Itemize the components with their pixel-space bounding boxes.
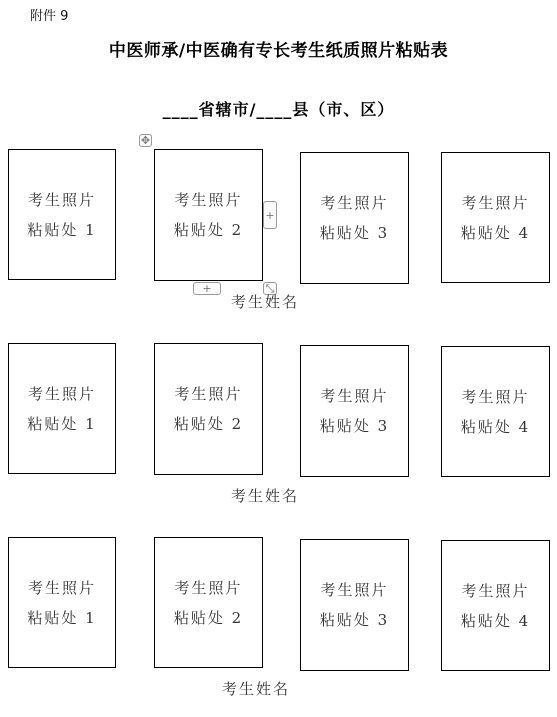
candidate-name-label: 考生姓名: [222, 680, 291, 698]
photo-paste-box[interactable]: [441, 346, 550, 477]
photo-box-line2: 粘贴处 1: [27, 414, 97, 433]
candidate-name-label: 考生姓名: [231, 487, 300, 505]
photo-box-line2: 粘贴处 4: [460, 417, 531, 436]
photo-box-line2: 粘贴处 1: [27, 608, 97, 627]
photo-paste-box[interactable]: [300, 152, 409, 284]
photo-paste-box[interactable]: [8, 149, 116, 280]
photo-box-line2: 粘贴处 2: [173, 415, 244, 433]
photo-box-line1: 考生照片: [174, 191, 243, 209]
photo-box-line2: 粘贴处 1: [27, 220, 97, 239]
insert-row-glyph: +: [202, 282, 212, 295]
photo-box-line2: 粘贴处 4: [460, 611, 531, 630]
page-title: 中医师承/中医确有专长考生纸质照片粘贴表: [108, 41, 449, 61]
insert-column-glyph: +: [265, 208, 275, 222]
photo-box-line1: 考生照片: [174, 385, 243, 403]
photo-box-line2: 粘贴处 3: [319, 224, 390, 242]
photo-paste-box[interactable]: [154, 149, 263, 281]
photo-box-line1: 考生照片: [320, 581, 389, 599]
photo-box-line2: 粘贴处 3: [319, 611, 390, 629]
photo-paste-box[interactable]: [154, 343, 263, 475]
insert-row-icon[interactable]: [193, 282, 221, 295]
photo-box-line1: 考生照片: [461, 193, 530, 212]
photo-paste-box[interactable]: [441, 152, 550, 283]
photo-box-line2: 粘贴处 4: [460, 223, 531, 242]
move-table-icon[interactable]: [139, 134, 152, 147]
move-table-glyph: ✥: [140, 134, 151, 147]
photo-box-line1: 考生照片: [27, 384, 96, 403]
candidate-name-label: 考生姓名: [231, 293, 300, 311]
insert-column-icon[interactable]: [263, 201, 277, 229]
photo-paste-box[interactable]: [154, 537, 263, 668]
photo-box-line1: 考生照片: [461, 387, 530, 406]
photo-paste-box[interactable]: [441, 540, 550, 671]
photo-box-line2: 粘贴处 2: [173, 221, 244, 239]
photo-box-line1: 考生照片: [174, 578, 243, 597]
region-line: ____省辖市/____县（市、区）: [162, 100, 395, 119]
photo-box-line1: 考生照片: [461, 581, 530, 600]
attachment-label: 附件 9: [30, 9, 69, 24]
photo-paste-box[interactable]: [300, 345, 409, 477]
photo-box-line2: 粘贴处 2: [173, 608, 244, 627]
photo-paste-box[interactable]: [8, 537, 116, 668]
photo-box-line1: 考生照片: [27, 190, 96, 209]
photo-paste-box[interactable]: [300, 539, 409, 671]
photo-box-line2: 粘贴处 3: [319, 417, 390, 435]
photo-box-line1: 考生照片: [320, 194, 389, 212]
resize-table-glyph: ⤡: [265, 282, 275, 295]
photo-box-line1: 考生照片: [27, 578, 96, 597]
photo-paste-box[interactable]: [8, 343, 116, 474]
photo-box-line1: 考生照片: [320, 387, 389, 405]
